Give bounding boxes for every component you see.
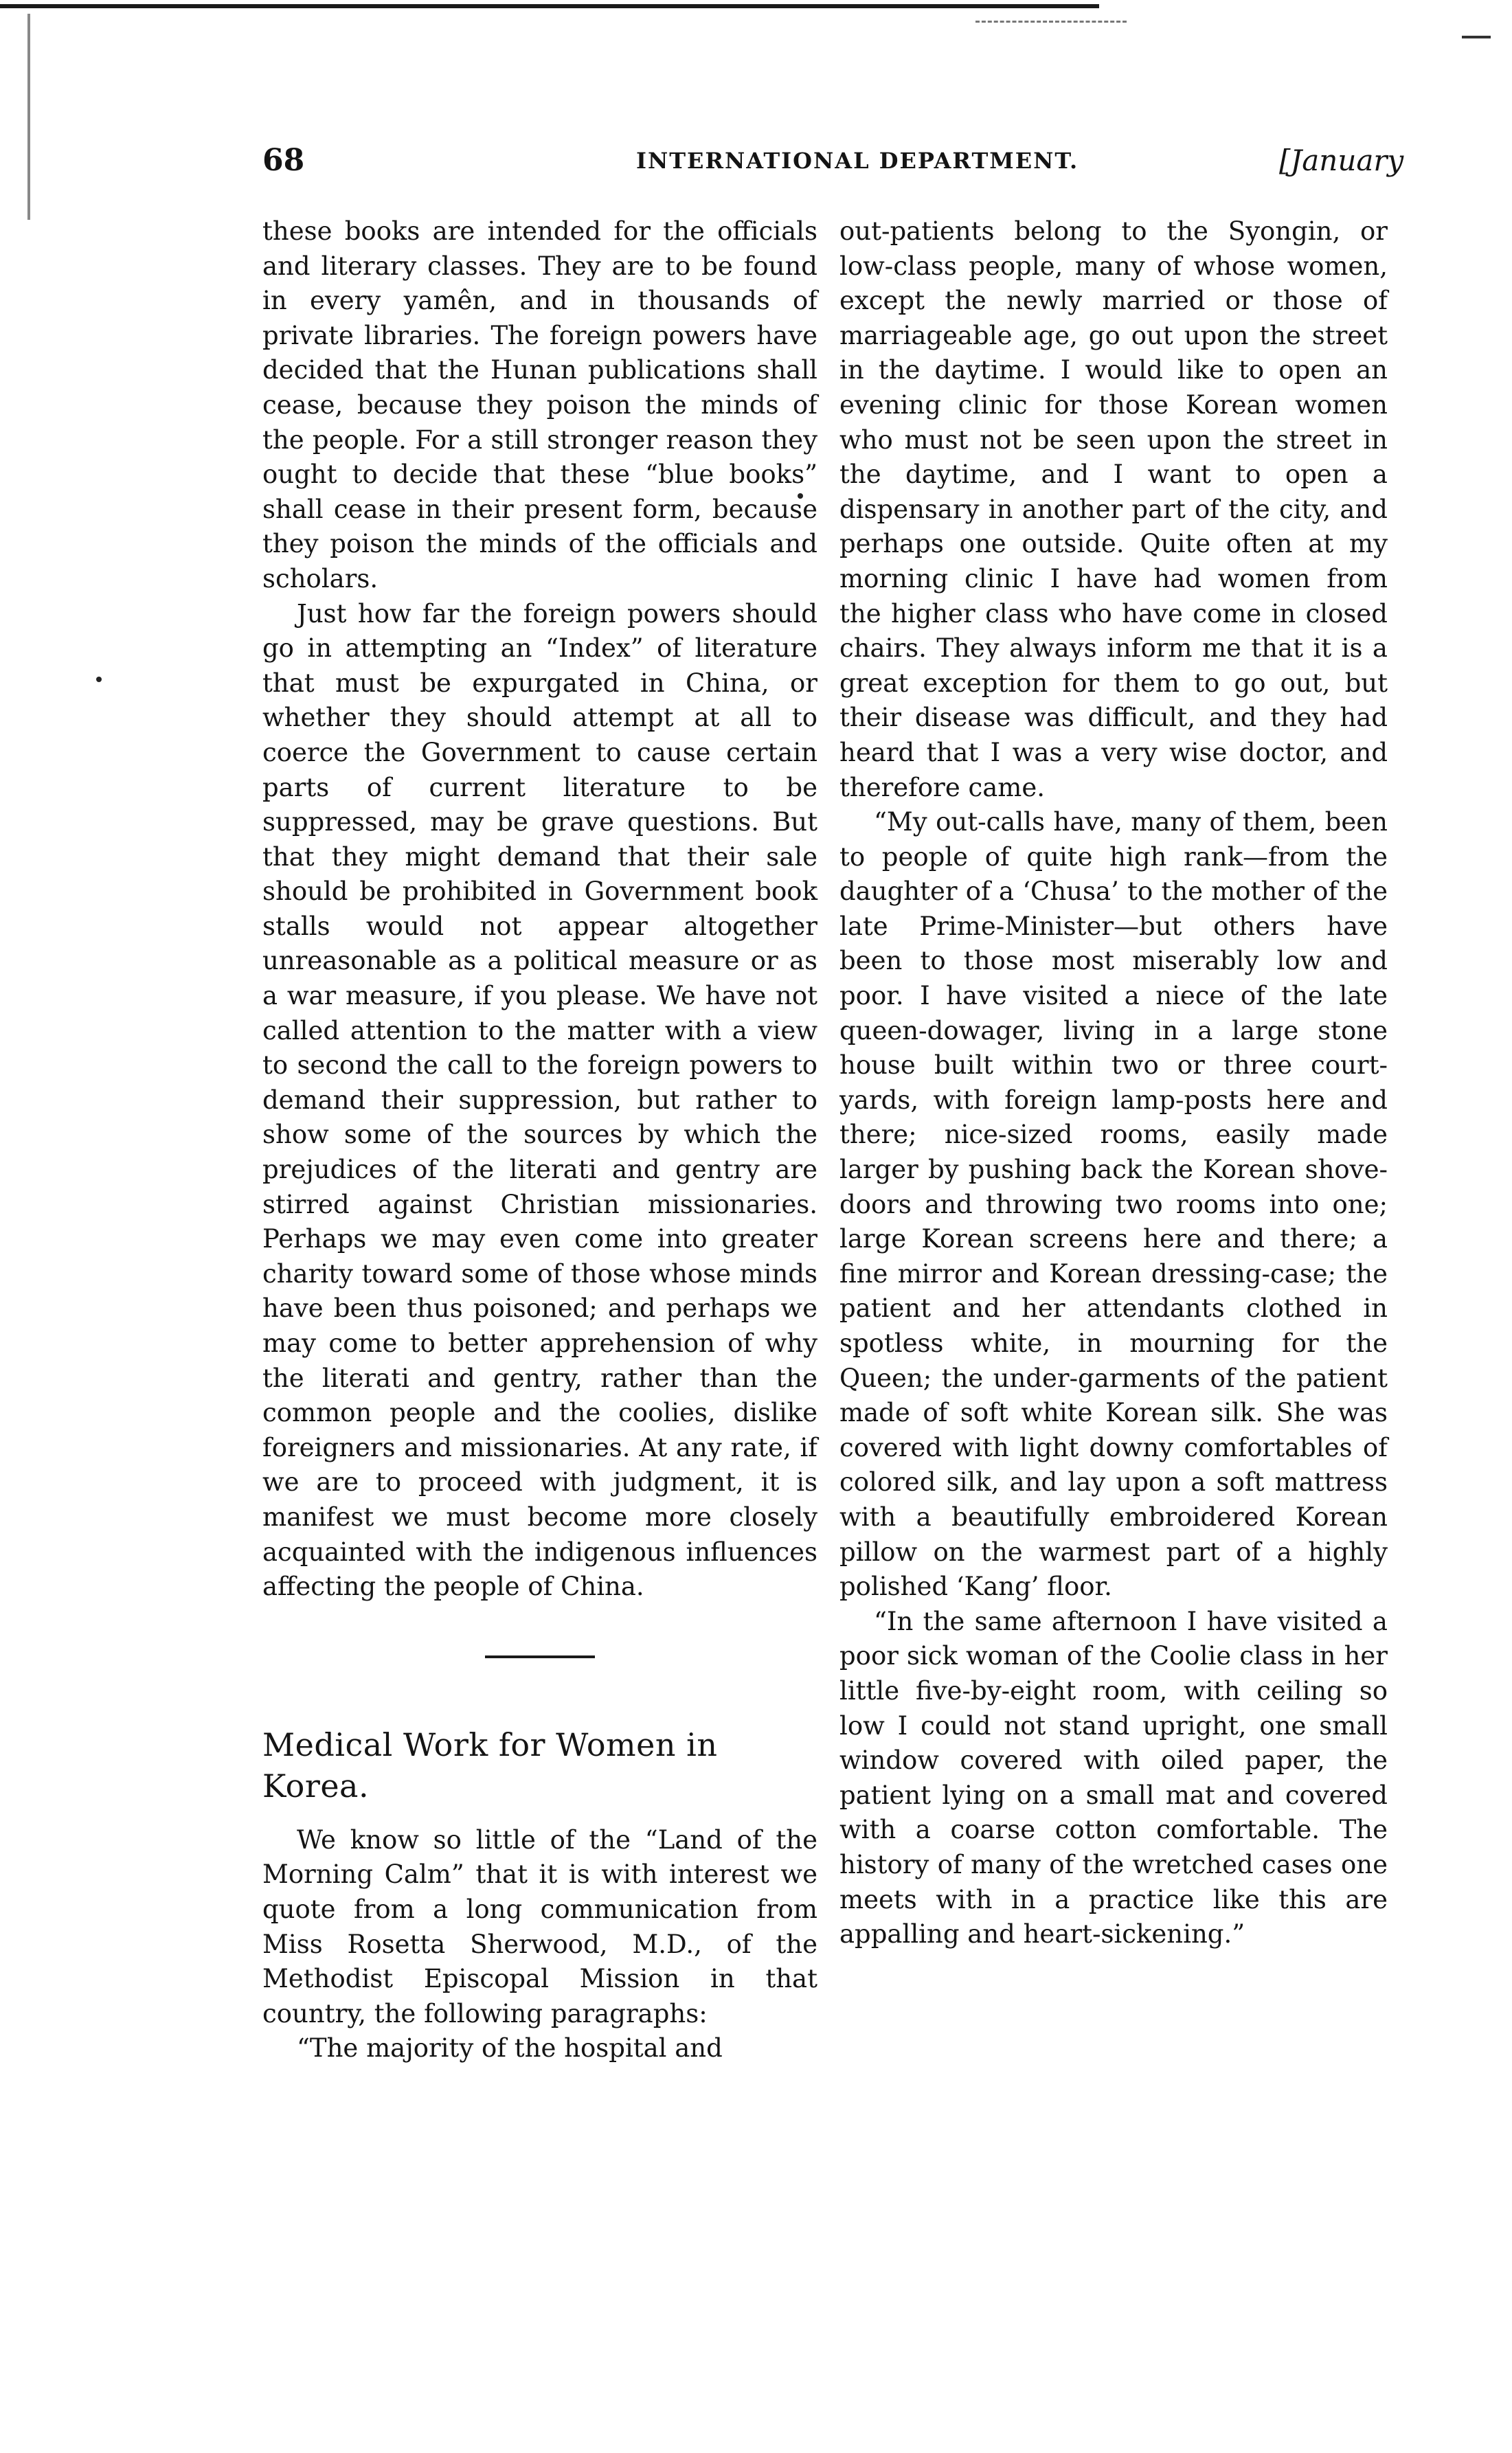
scan-right-dash <box>1462 36 1491 38</box>
left-column <box>262 214 817 2066</box>
right-column <box>839 214 1388 1952</box>
scan-speck <box>96 677 102 682</box>
running-header <box>0 140 1512 181</box>
section-divider <box>485 1655 595 1658</box>
paragraph: out-patients belong to the Syongin, or low-class people, many of whose women, except the newly married or those of marriageable age, go out upon the street in the daytime. I would like to open an evening clinic for those Korean women who must not be seen upon the street in the daytime, and I want to open a dispensary in another part of the city, and perhaps one outside. Quite often at my morning clinic I have had women from the higher class who have come in closed chairs. They always inform me that it is a great exception for them to go out, but their disease was difficult, and they had heard that I was a very wise doctor, and therefore came. <box>839 216 1388 802</box>
paragraph: “The majority of the hospital and <box>297 2033 723 2064</box>
paragraph: “In the same afternoon I have visited a poor sick woman of the Coolie class in her little five-by-eight room, with ceiling so low I could not stand upright, one small window covered with oiled paper, the patient lying on a small mat and covered with a coarse cotton comfortable. The history of many of the wretched cases one meets with in a practice like this are appalling and heart-sickening.” <box>839 1606 1388 1949</box>
running-month: [January <box>1279 144 1404 177</box>
paragraph: “My out-calls have, many of them, been to people of quite high rank—from the daughter of a ‘Chusa’ to the mother of the late Prime-Minister—but others have been to those most miserably low and poor. I have visited a niece of the late queen-dowager, living in a large stone house built within two or three court-yards, with foreign lamp-posts here and there; nice-sized rooms, easily made larger by pushing back the Korean shove-doors and throwing two rooms into one; large Korean screens here and there; a fine mirror and Korean dressing-case; the patient and her attendants clothed in spotless white, in mourning for the Queen; the under-garments of the patient made of soft white Korean silk. She was covered with light downy comfortables of colored silk, and lay upon a soft mattress with a beautifully embroidered Korean pillow on the warmest part of a highly polished ‘Kang’ floor. <box>839 807 1388 1602</box>
scan-dotted-mark <box>975 21 1127 23</box>
running-title: INTERNATIONAL DEPARTMENT. <box>636 148 1079 174</box>
paragraph: Just how far the foreign powers should go in attempting an “Index” of literature that must be expurgated in China, or whether they should attempt at all to coerce the Government to cause certain parts of current literature to be suppressed, may be grave questions. But that they might demand that their sale should be prohibited in Government book stalls would not appear altogether unreasonable as a political measure or as a war measure, if you please. We have not called attention to the matter with a view to second the call to the foreign powers to demand their suppression, but rather to show some of the sources by which the prejudices of the literati and gentry are stirred against Christian missionaries. Perhaps we may even come into greater charity toward some of those whose minds have been thus poisoned; and perhaps we may come to better apprehension of why the literati and gentry, rather than the common people and the coolies, dislike foreigners and missionaries. At any rate, if we are to proceed with judgment, it is manifest we must become more closely acquainted with the indigenous influences affecting the people of China. <box>262 598 817 1602</box>
section-heading: Medical Work for Women in Korea. <box>262 1726 718 1805</box>
paragraph: these books are intended for the officials and literary classes. They are to be found in every yamên, and in thousands of private libraries. The foreign powers have decided that the Hunan publications shall cease, because they poison the minds of the people. For a still stronger reason they ought to decide that these “blue books” shall cease in their present form, because they poison the minds of the officials and scholars. <box>262 216 817 594</box>
page-number: 68 <box>262 143 305 178</box>
paragraph: We know so little of the “Land of the Morning Calm” that it is with interest we quote from a long communication from Miss Rosetta Sherwood, M.D., of the Methodist Episcopal Mission in that country, the following paragraphs: <box>262 1824 817 2028</box>
scan-left-edge <box>27 14 30 220</box>
scan-edge-line <box>0 4 1099 8</box>
